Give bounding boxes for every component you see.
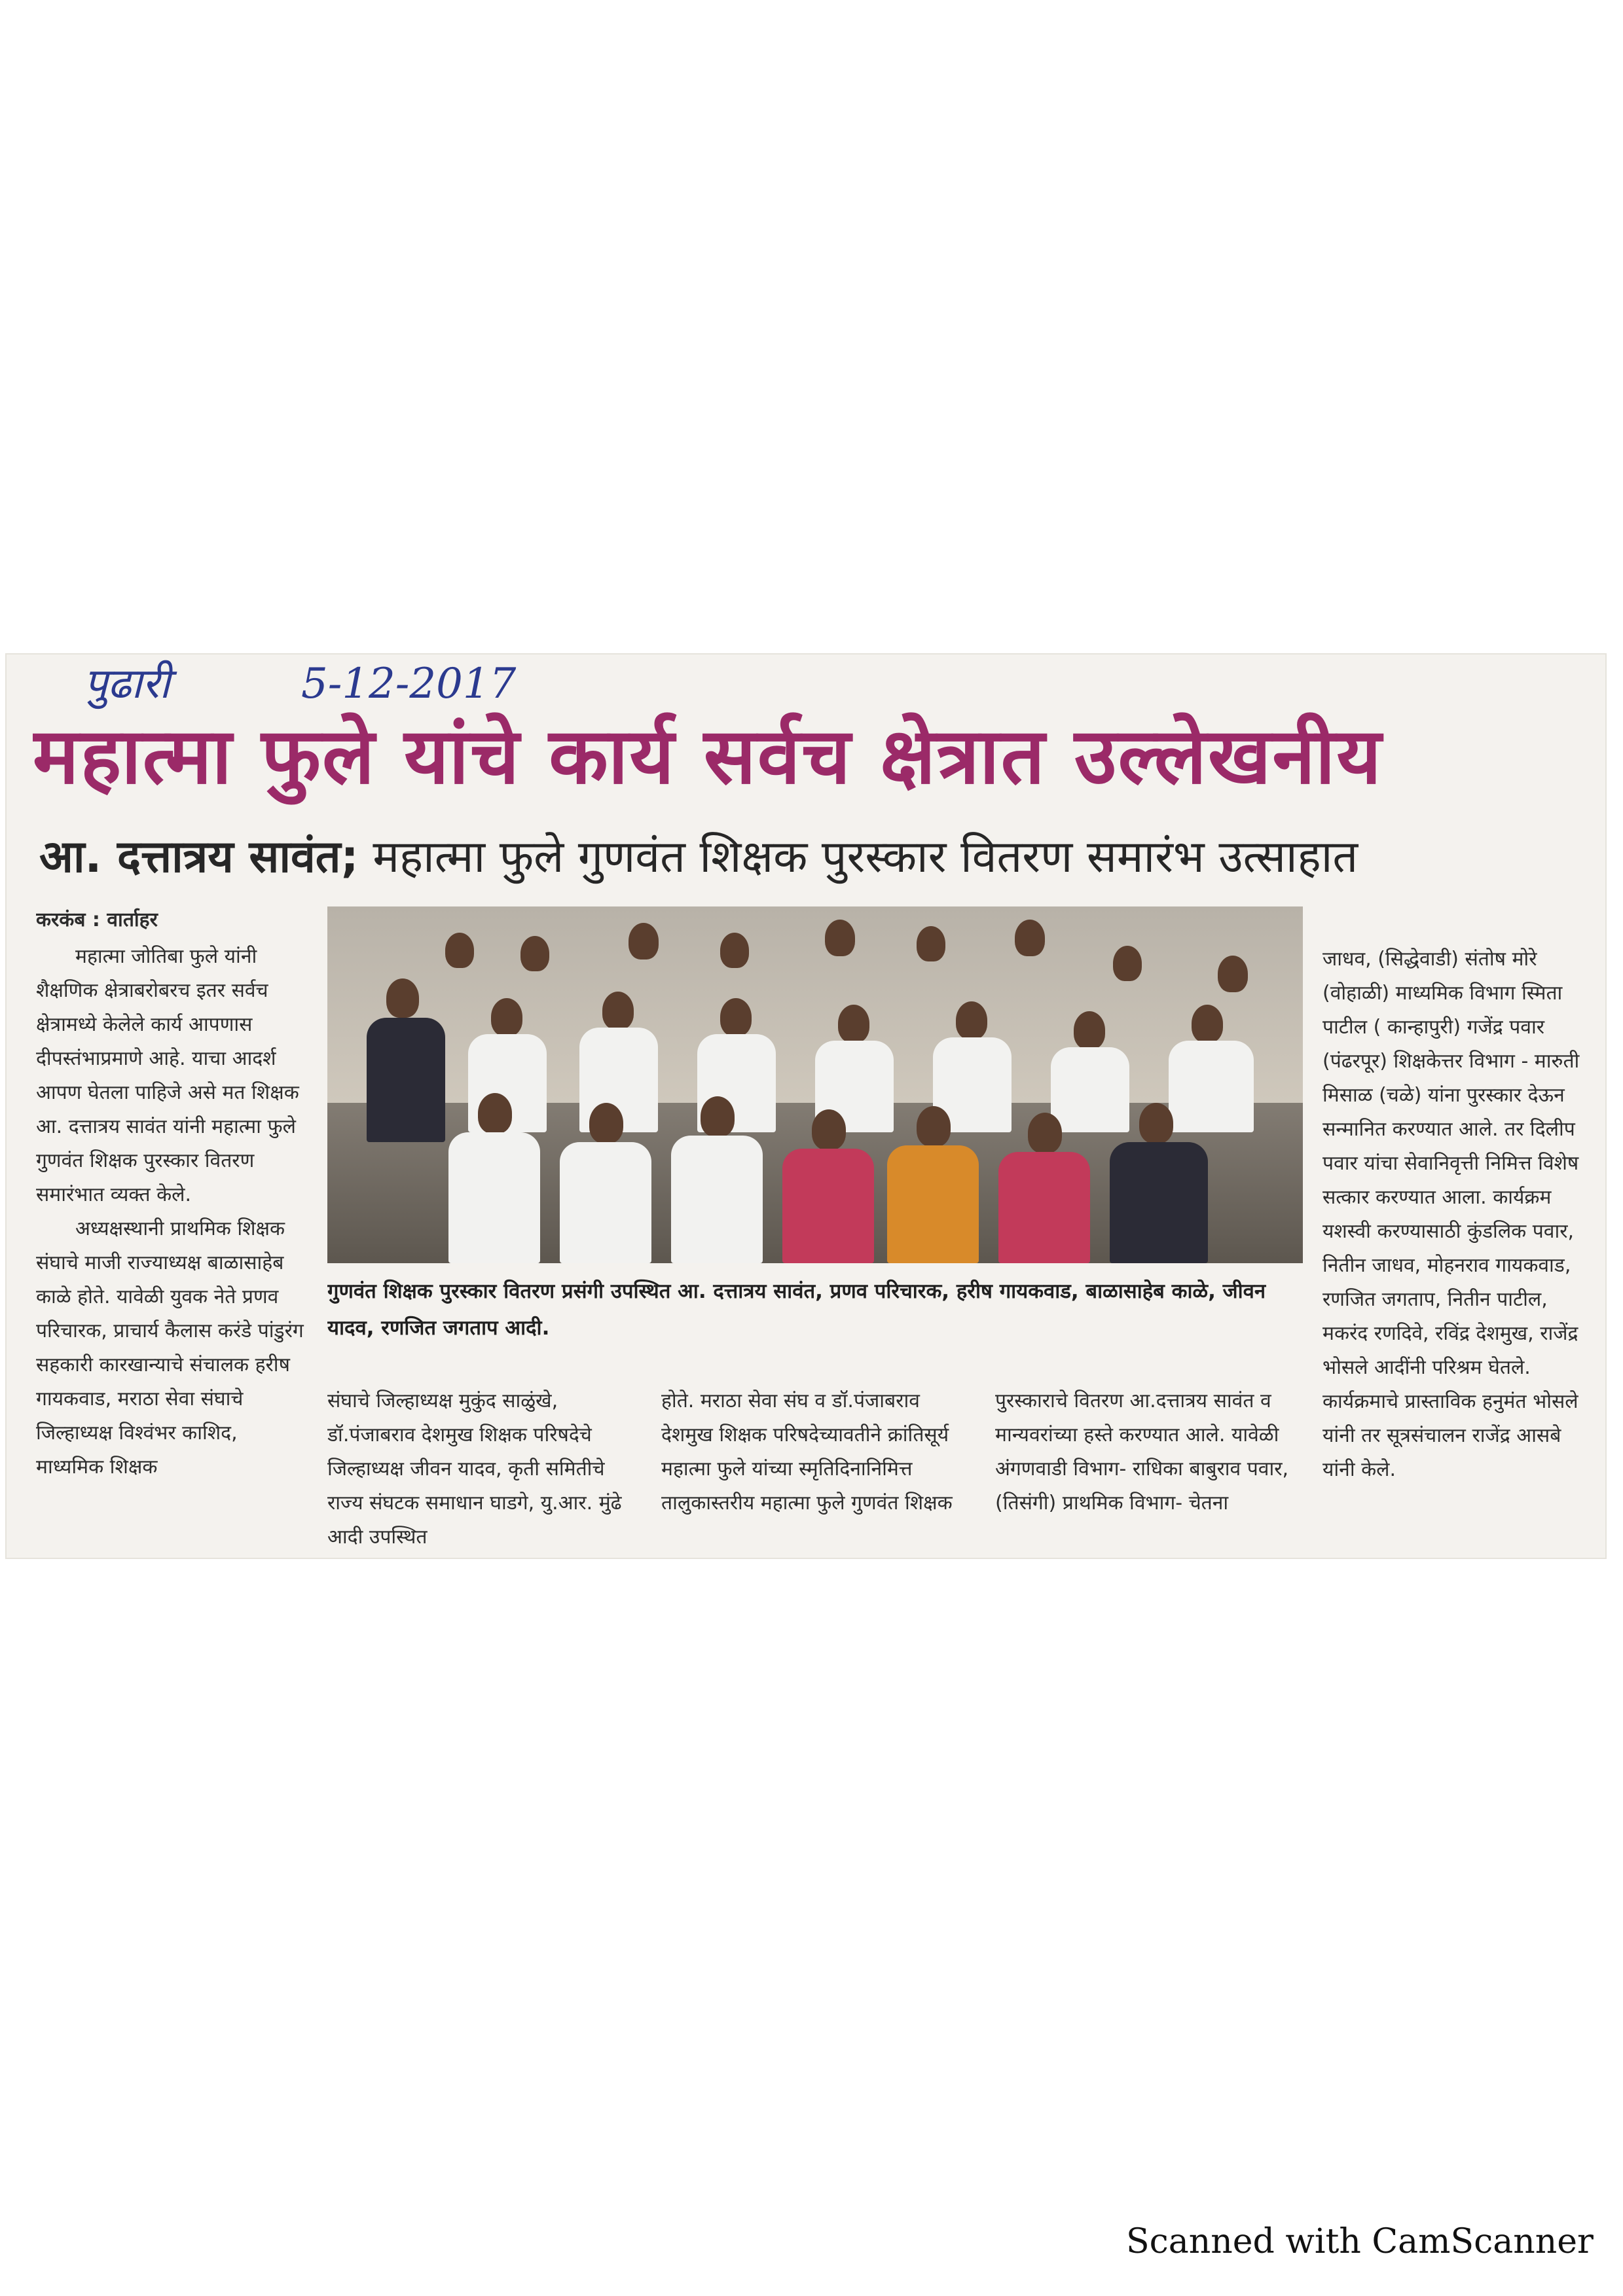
article-column-mid-1: संघाचे जिल्हाध्यक्ष मुकुंद साळुंखे, डॉ.पंजाबराव देशमुख शिक्षक परिषदेचे जिल्हाध्यक्ष जीवन यादव, कृती समितीचे राज्य संघटक समाधान घाडगे, यु.आर. मुंढे आदी उपस्थित (327, 1390, 622, 1548)
person-figure (720, 933, 749, 968)
person-figure (445, 933, 474, 968)
person-figure (720, 998, 752, 1036)
article-column-right: जाधव, (सिद्धेवाडी) संतोष मोरे (वोहाळी) माध्यमिक विभाग स्मिता पाटील ( कान्हापुरी) गजेंद्र पवार (पंढरपूर) शिक्षकेत्तर विभाग - मारुती मिसाळ (चळे) यांना पुरस्कार देऊन सन्मानित करण्यात आले. तर दिलीप पवार यांचा सेवानिवृत्ती निमित्त विशेष सत्कार करण्यात आला. कार्यक्रम यशस्वी करण्यासाठी कुंडलिक पवार, नितीन जाधव, मोहनराव गायकवाड, रणजित जगताप, नितीन पाटील, मकरंद रणदिवे, रविंद्र देशमुख, राजेंद्र भोसले आदींनी परिश्रम घेतले. कार्यक्रमाचे प्रास्ताविक हनुमंत भोसले यांनी तर सूत्रसंचालन राजेंद्र आसबे यांनी केले. (1322, 948, 1580, 1481)
handwritten-paper-name: पुढारी (84, 660, 170, 708)
person-figure (1192, 1005, 1223, 1043)
person-figure (782, 1149, 874, 1263)
person-figure (1074, 1011, 1105, 1049)
person-figure (386, 978, 419, 1018)
person-figure (956, 1001, 987, 1039)
person-figure (917, 926, 945, 961)
article-column-left (36, 903, 311, 1532)
handwritten-date: 5-12-2017 (301, 660, 517, 708)
person-figure (701, 1096, 735, 1137)
person-figure (602, 992, 634, 1030)
subhead-lead: आ. दत्तात्रय सावंत; (39, 831, 359, 883)
person-figure (1015, 920, 1045, 956)
person-figure (1113, 946, 1142, 981)
person-figure (560, 1142, 651, 1263)
person-figure (1169, 1041, 1254, 1132)
group-photo-image (327, 906, 1303, 1263)
person-figure (1218, 956, 1248, 992)
person-figure (671, 1136, 763, 1263)
person-figure (1110, 1142, 1208, 1263)
newspaper-clipping (7, 655, 1605, 1558)
person-figure (448, 1132, 540, 1263)
article-column-mid-3: पुरस्काराचे वितरण आ.दत्तात्रय सावंत व मान्यवरांच्या हस्ते करण्यात आले. यावेळी अंगणवाडी विभाग- राधिका बाबुराव पवार, (तिसंगी) प्राथमिक विभाग- चेतना (995, 1390, 1289, 1515)
article-subheadline (39, 821, 1597, 893)
person-figure (812, 1109, 846, 1150)
person-figure (1028, 1113, 1062, 1153)
person-figure (998, 1152, 1090, 1263)
article-paragraph: अध्यक्षस्थानी प्राथमिक शिक्षक संघाचे माजी राज्याध्यक्ष बाळासाहेब काळे होते. यावेळी युवक नेते प्रणव परिचारक, प्राचार्य कैलास करंडे पांडुरंग सहकारी कारखान्याचे संचालक हरीष गायकवाड, मराठा सेवा संघाचे जिल्हाध्यक्ष विश्वंभर काशिद, माध्यमिक शिक्षक (36, 1217, 304, 1479)
article-column-mid-2: होते. मराठा सेवा संघ व डॉ.पंजाबराव देशमुख शिक्षक परिषदेच्यावतीने क्रांतिसूर्य महात्मा फुले यांच्या स्मृतिदिनानिमित्त तालुकास्तरीय महात्मा फुले गुणवंत शिक्षक (661, 1390, 953, 1515)
person-figure (491, 998, 522, 1036)
scanner-watermark: Scanned with CamScanner (1126, 2222, 1594, 2261)
subhead-rest: महात्मा फुले गुणवंत शिक्षक पुरस्कार वितरण समारंभ उत्साहात (358, 831, 1359, 883)
person-figure (887, 1145, 979, 1263)
person-figure (838, 1005, 869, 1043)
person-figure (917, 1106, 951, 1147)
person-figure (1139, 1103, 1173, 1143)
person-figure (520, 936, 549, 971)
person-figure (1051, 1047, 1129, 1132)
person-figure (825, 920, 855, 956)
photo-caption: गुणवंत शिक्षक पुरस्कार वितरण प्रसंगी उपस्थित आ. दत्तात्रय सावंत, प्रणव परिचारक, हरीष गायकवाड, बाळासाहेब काळे, जीवन यादव, रणजित जगताप आदी. (327, 1280, 1266, 1340)
article-headline: महात्मा फुले यांचे कार्य सर्वच क्षेत्रात उल्लेखनीय (33, 711, 1383, 801)
person-figure (367, 1018, 445, 1142)
person-figure (478, 1093, 512, 1134)
article-dateline: करकंब : वार्ताहर (36, 908, 158, 931)
person-figure (629, 923, 659, 960)
person-figure (589, 1103, 623, 1143)
article-paragraph: महात्मा जोतिबा फुले यांनी शैक्षणिक क्षेत्राबरोबरच इतर सर्वच क्षेत्रामध्ये केलेले कार्य आपणास दीपस्तंभाप्रमाणे आहे. याचा आदर्श आपण घेतला पाहिजे असे मत शिक्षक आ. दत्तात्रय सावंत यांनी महात्मा फुले गुणवंत शिक्षक पुरस्कार वितरण समारंभात व्यक्त केले. (36, 945, 299, 1206)
